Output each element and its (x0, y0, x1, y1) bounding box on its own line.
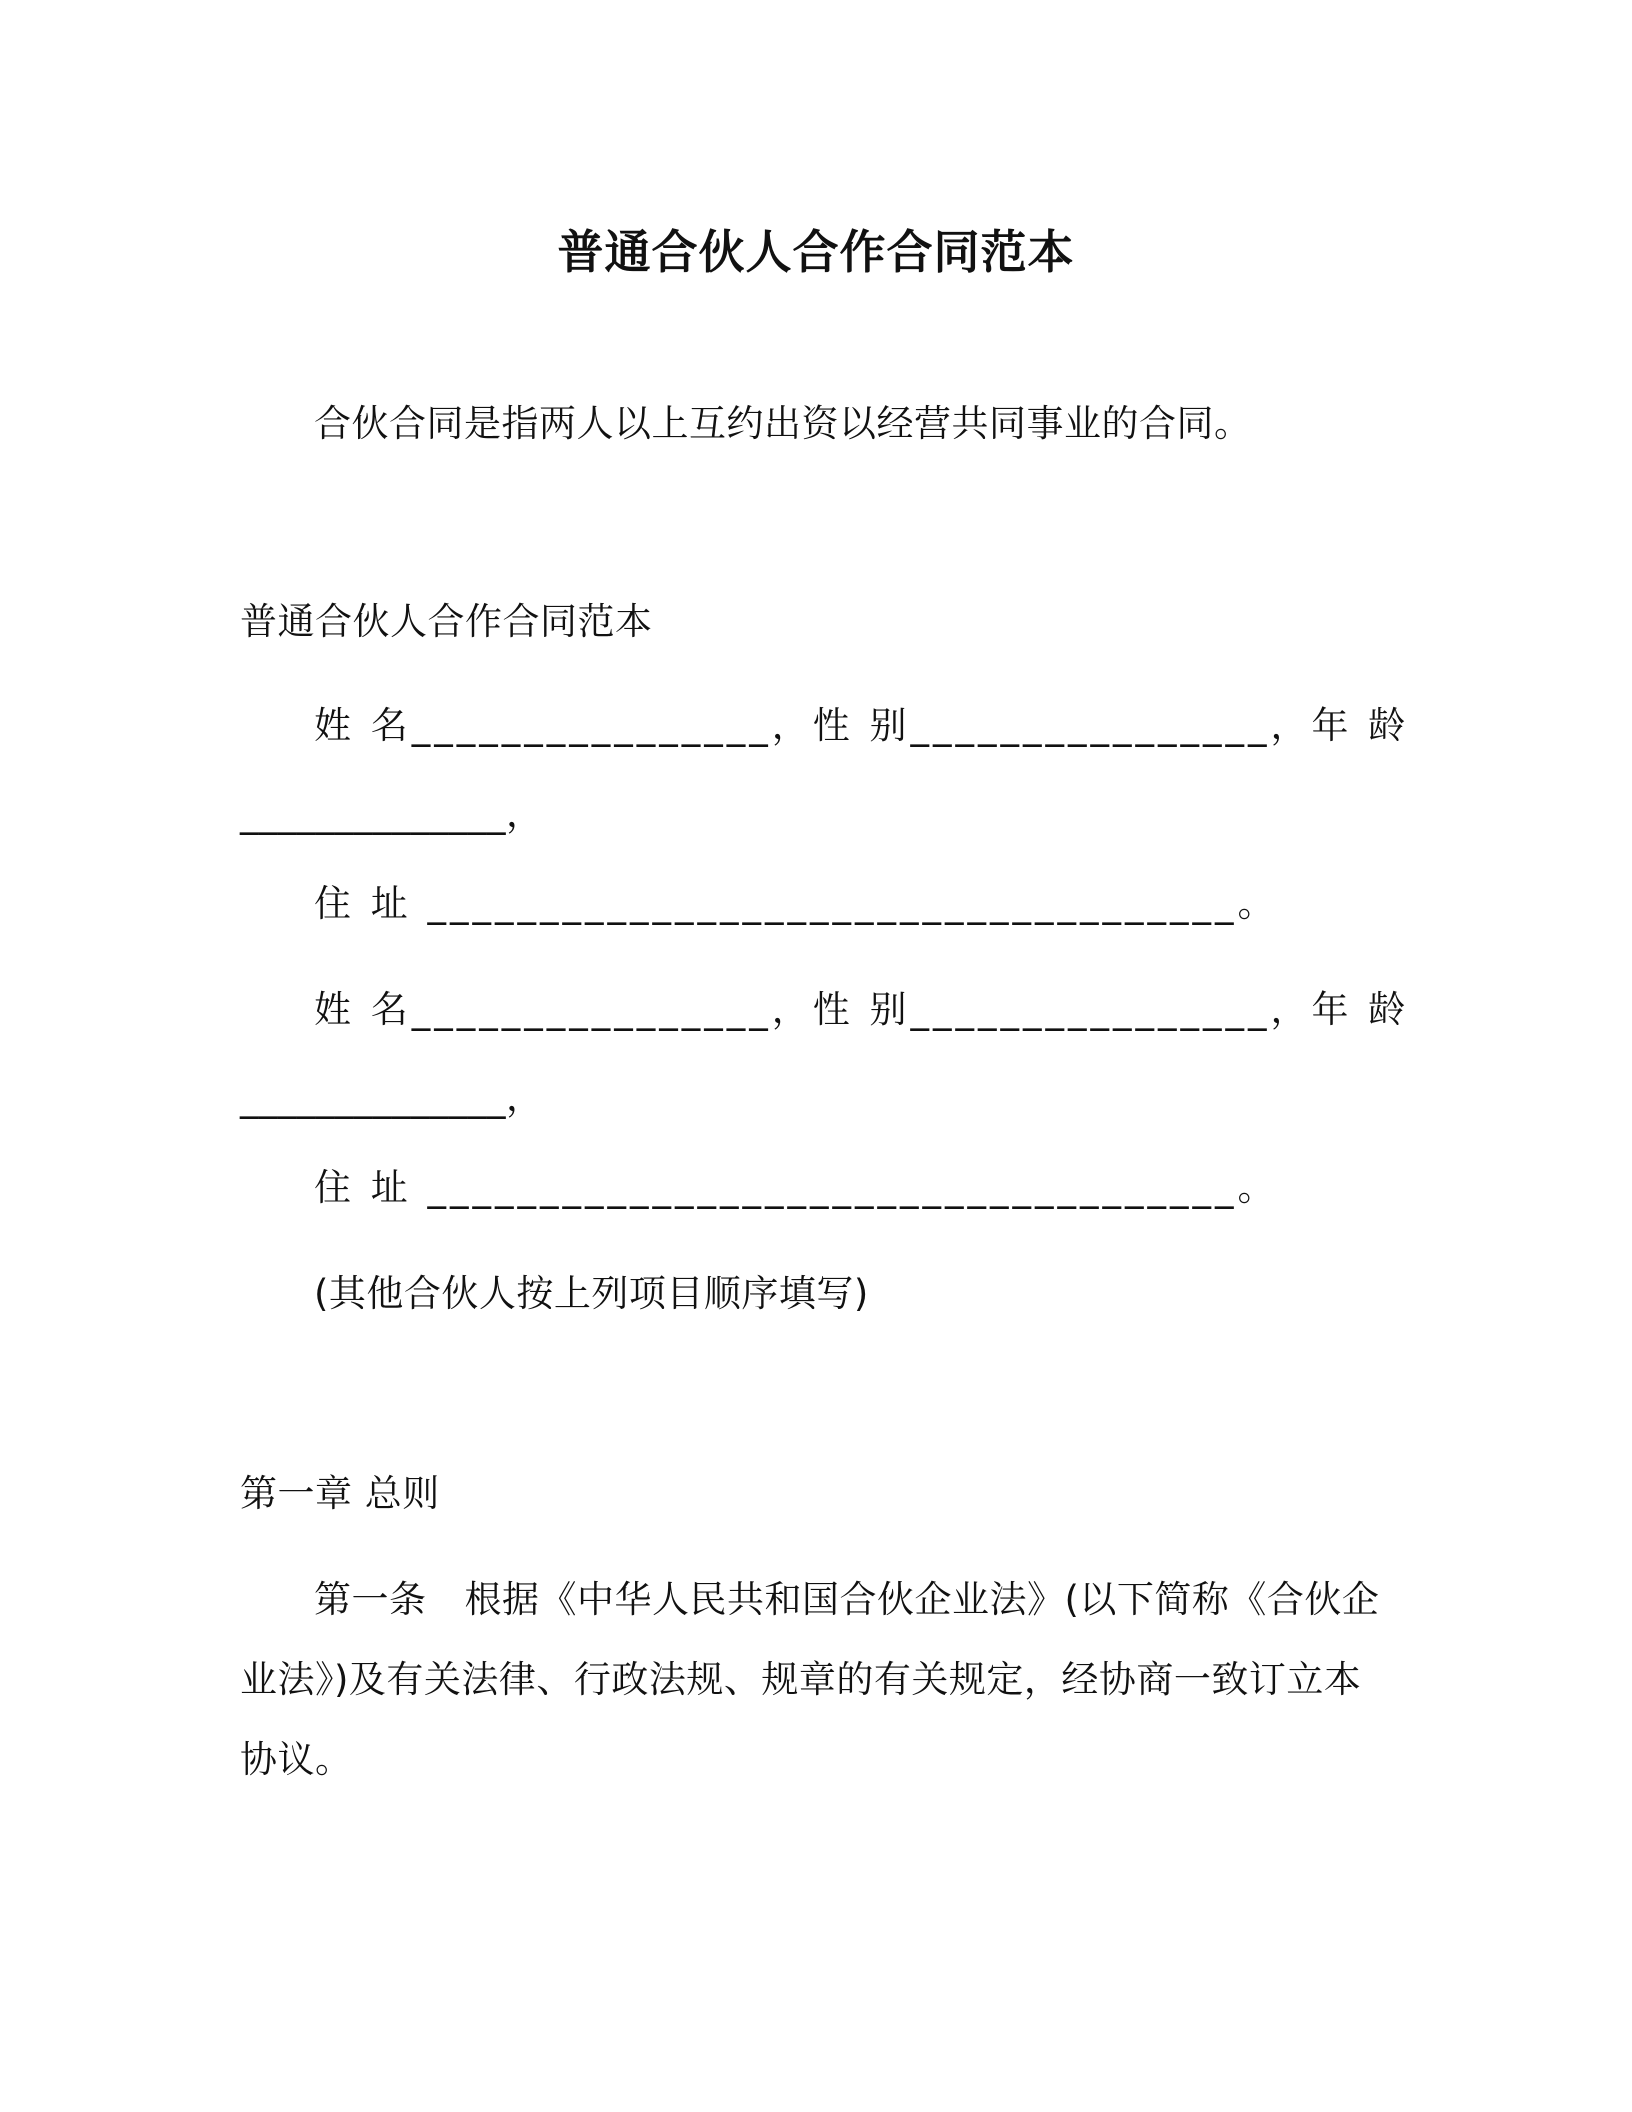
party1-age-blank: ______________， (240, 792, 544, 835)
article1-label: 第一条 (314, 1578, 427, 1621)
chapter1-heading: 第一章 总则 (240, 1472, 440, 1515)
party1-name-sex-age-line: 姓 名________________，性 别________________，年 龄 (314, 704, 1410, 747)
section-heading: 普通合伙人合作合同范本 (240, 600, 653, 643)
other-partners-note: (其他合伙人按上列项目顺序填写) (314, 1272, 869, 1315)
party2-age-blank: ______________， (240, 1076, 544, 1119)
article1-first-line (314, 1576, 1379, 1624)
party2-name-sex-age-line: 姓 名________________，性 别________________，年 龄 (314, 988, 1410, 1031)
intro-paragraph: 合伙合同是指两人以上互约出资以经营共同事业的合同。 (314, 402, 1252, 445)
party1-address-line: 住 址 ____________________________________。 (314, 882, 1279, 925)
article1-text-line3: 协议。 (240, 1738, 353, 1781)
party2-address-line: 住 址 ____________________________________。 (314, 1166, 1279, 1209)
article1-text-line1: 根据《中华人民共和国合伙企业法》(以下简称《合伙企 (464, 1578, 1380, 1621)
document-title: 普通合伙人合作合同范本 (557, 225, 1075, 279)
article1-text-line2: 业法》)及有关法律、行政法规、规章的有关规定，经协商一致订立本 (240, 1658, 1362, 1701)
